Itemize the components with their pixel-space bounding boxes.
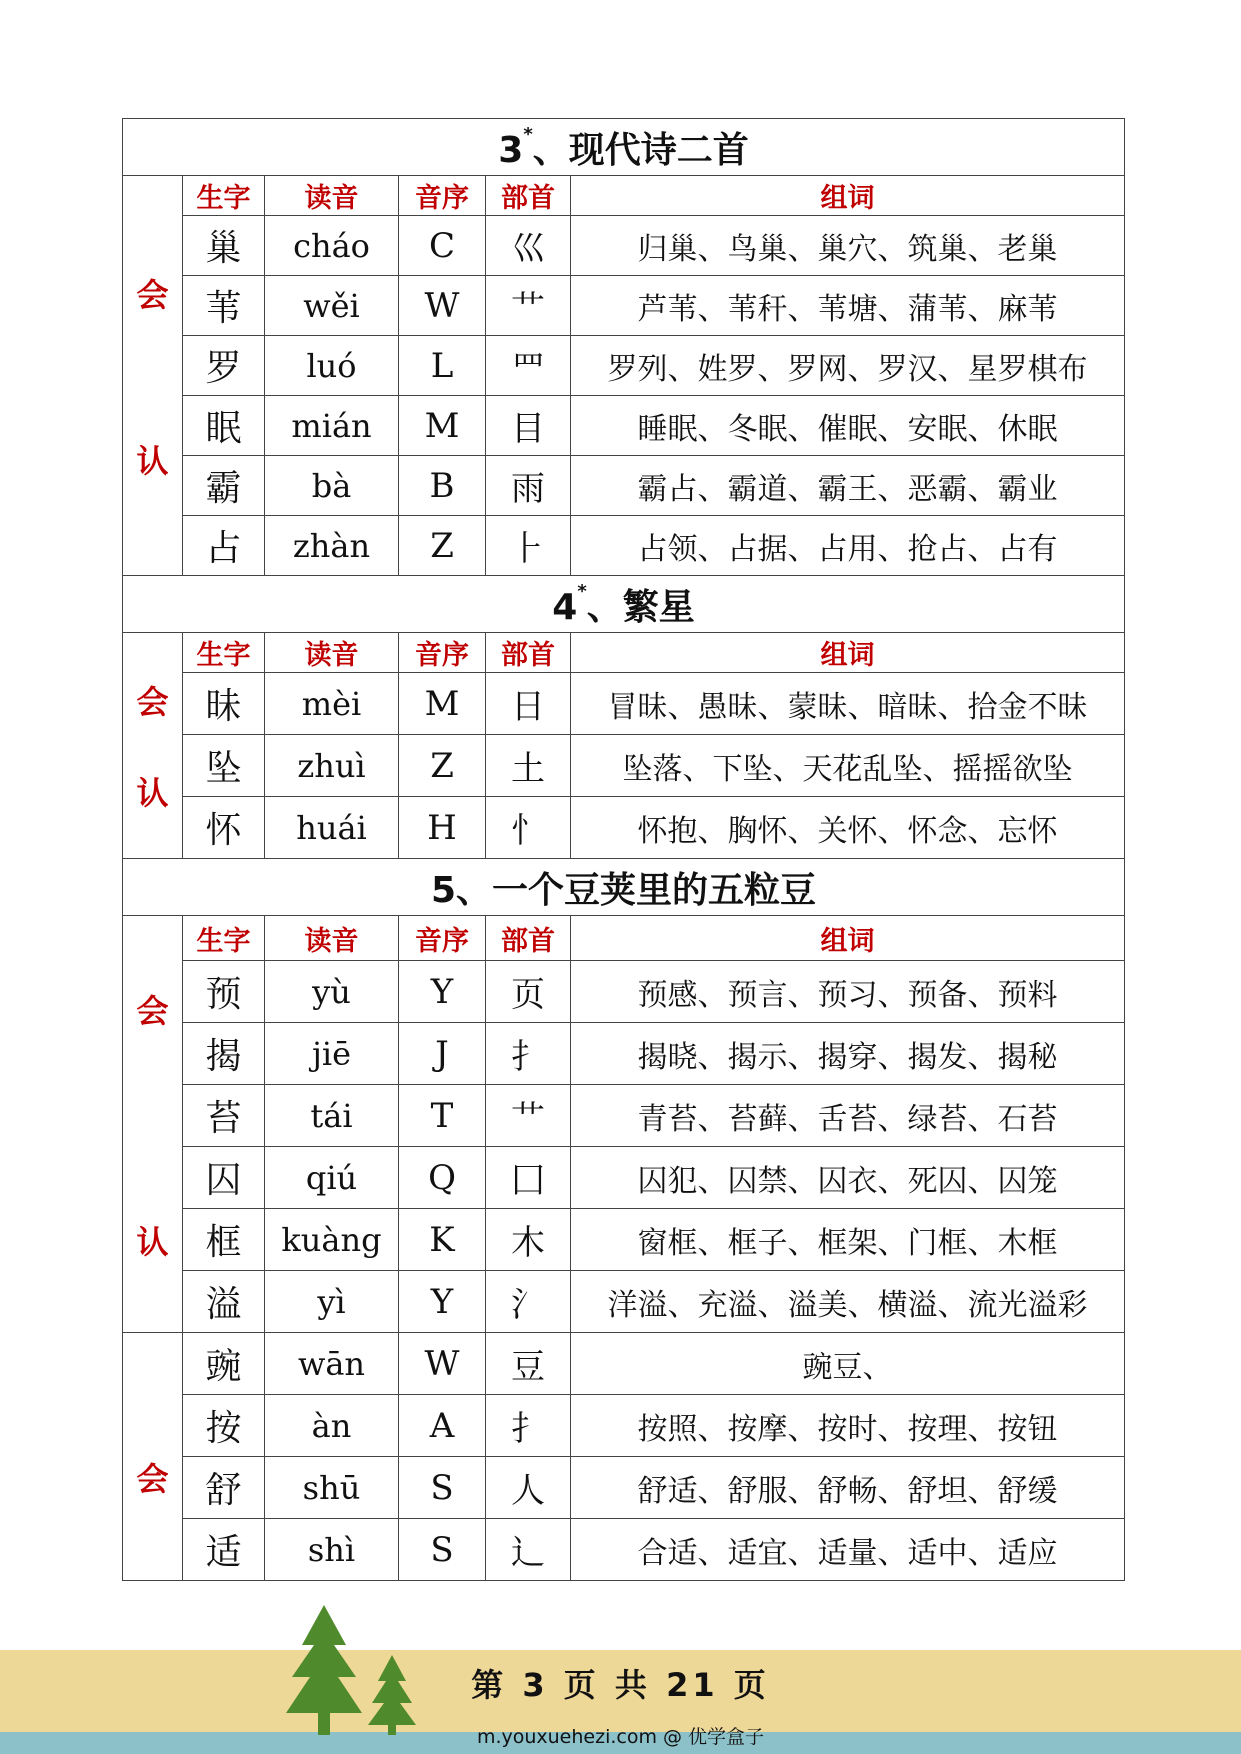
words-cell: 豌豆、 (571, 1333, 1125, 1395)
header-radical: 部首 (486, 633, 571, 673)
table-row (123, 1395, 1125, 1457)
pinyin-cell: cháo (265, 216, 399, 276)
pinyin-cell: jiē (265, 1023, 399, 1085)
order-cell: W (399, 1333, 486, 1395)
radical-cell: 目 (486, 396, 571, 456)
side-label-cell (123, 916, 183, 1333)
radical-cell: 扌 (486, 1023, 571, 1085)
radical-cell: 扌 (486, 1395, 571, 1457)
header-radical: 部首 (486, 916, 571, 961)
char-cell: 适 (183, 1519, 265, 1581)
table-row (123, 1023, 1125, 1085)
table-row (123, 735, 1125, 797)
radical-cell: 人 (486, 1457, 571, 1519)
words-cell: 归巢、鸟巢、巢穴、筑巢、老巢 (571, 216, 1125, 276)
char-cell: 按 (183, 1395, 265, 1457)
char-cell: 豌 (183, 1333, 265, 1395)
header-char: 生字 (183, 633, 265, 673)
radical-cell: 辶 (486, 1519, 571, 1581)
order-cell: Z (399, 516, 486, 576)
words-cell: 窗框、框子、框架、门框、木框 (571, 1209, 1125, 1271)
words-cell: 坠落、下坠、天花乱坠、摇摇欲坠 (571, 735, 1125, 797)
side-label-cell (123, 176, 183, 576)
side-label-cell (123, 1333, 183, 1581)
pinyin-cell: yì (265, 1271, 399, 1333)
section-title-row (123, 859, 1125, 916)
radical-cell: 罒 (486, 336, 571, 396)
char-cell: 囚 (183, 1147, 265, 1209)
words-cell: 按照、按摩、按时、按理、按钮 (571, 1395, 1125, 1457)
words-cell: 罗列、姓罗、罗网、罗汉、星罗棋布 (571, 336, 1125, 396)
pinyin-cell: mèi (265, 673, 399, 735)
order-cell: C (399, 216, 486, 276)
order-cell: M (399, 673, 486, 735)
radical-cell: 日 (486, 673, 571, 735)
table-row (123, 396, 1125, 456)
header-order: 音序 (399, 633, 486, 673)
header-pinyin: 读音 (265, 633, 399, 673)
char-cell: 昧 (183, 673, 265, 735)
char-cell: 罗 (183, 336, 265, 396)
header-words: 组词 (571, 916, 1125, 961)
words-cell: 霸占、霸道、霸王、恶霸、霸业 (571, 456, 1125, 516)
char-cell: 苔 (183, 1085, 265, 1147)
words-cell: 冒昧、愚昧、蒙昧、暗昧、拾金不昧 (571, 673, 1125, 735)
pinyin-cell: àn (265, 1395, 399, 1457)
table-row (123, 797, 1125, 859)
table-row (123, 456, 1125, 516)
table-row (123, 1519, 1125, 1581)
table-row (123, 1271, 1125, 1333)
words-cell: 青苔、苔藓、舌苔、绿苔、石苔 (571, 1085, 1125, 1147)
pinyin-cell: kuàng (265, 1209, 399, 1271)
char-cell: 占 (183, 516, 265, 576)
words-cell: 芦苇、苇秆、苇塘、蒲苇、麻苇 (571, 276, 1125, 336)
side-label-hui: 会 (136, 683, 169, 721)
side-label-ren: 认 (136, 441, 169, 480)
header-words: 组词 (571, 176, 1125, 216)
side-label-ren: 认 (136, 1222, 169, 1261)
pinyin-cell: luó (265, 336, 399, 396)
radical-cell: 艹 (486, 276, 571, 336)
table-row (123, 1147, 1125, 1209)
words-cell: 合适、适宜、适量、适中、适应 (571, 1519, 1125, 1581)
section-title: 5、一个豆荚里的五粒豆 (123, 859, 1125, 916)
pinyin-cell: tái (265, 1085, 399, 1147)
char-cell: 苇 (183, 276, 265, 336)
pinyin-cell: shì (265, 1519, 399, 1581)
radical-cell: 豆 (486, 1333, 571, 1395)
side-label-ren: 认 (136, 774, 169, 812)
radical-cell: ⺊ (486, 516, 571, 576)
pinyin-cell: mián (265, 396, 399, 456)
order-cell: S (399, 1457, 486, 1519)
table-row (123, 1209, 1125, 1271)
order-cell: Y (399, 1271, 486, 1333)
pinyin-cell: wěi (265, 276, 399, 336)
table-row (123, 673, 1125, 735)
radical-cell: 木 (486, 1209, 571, 1271)
table-row (123, 276, 1125, 336)
header-order: 音序 (399, 176, 486, 216)
order-cell: Z (399, 735, 486, 797)
words-cell: 囚犯、囚禁、囚衣、死囚、囚笼 (571, 1147, 1125, 1209)
pinyin-cell: bà (265, 456, 399, 516)
table-row (123, 516, 1125, 576)
order-cell: B (399, 456, 486, 516)
table-row (123, 1457, 1125, 1519)
char-cell: 揭 (183, 1023, 265, 1085)
header-pinyin: 读音 (265, 176, 399, 216)
table-row (123, 336, 1125, 396)
header-words: 组词 (571, 633, 1125, 673)
radical-cell: 土 (486, 735, 571, 797)
char-cell: 溢 (183, 1271, 265, 1333)
order-cell: A (399, 1395, 486, 1457)
char-cell: 眠 (183, 396, 265, 456)
char-cell: 舒 (183, 1457, 265, 1519)
vocabulary-table (122, 118, 1125, 1581)
pinyin-cell: qiú (265, 1147, 399, 1209)
order-cell: S (399, 1519, 486, 1581)
order-cell: M (399, 396, 486, 456)
order-cell: Q (399, 1147, 486, 1209)
side-label-hui: 会 (136, 991, 169, 1030)
radical-cell: 雨 (486, 456, 571, 516)
radical-cell: 艹 (486, 1085, 571, 1147)
site-footer-text: m.youxuehezi.com @ 优学盒子 (476, 1726, 765, 1748)
section-title: 3*、现代诗二首 (123, 119, 1125, 176)
order-cell: L (399, 336, 486, 396)
header-order: 音序 (399, 916, 486, 961)
pinyin-cell: yù (265, 961, 399, 1023)
order-cell: H (399, 797, 486, 859)
header-char: 生字 (183, 176, 265, 216)
char-cell: 怀 (183, 797, 265, 859)
radical-cell: 巛 (486, 216, 571, 276)
pinyin-cell: shū (265, 1457, 399, 1519)
section-title-row (123, 119, 1125, 176)
side-label-hui: 会 (136, 1459, 169, 1498)
radical-cell: 忄 (486, 797, 571, 859)
order-cell: K (399, 1209, 486, 1271)
section-title-row (123, 576, 1125, 633)
char-cell: 巢 (183, 216, 265, 276)
table-row (123, 961, 1125, 1023)
header-pinyin: 读音 (265, 916, 399, 961)
table-row (123, 216, 1125, 276)
radical-cell: 囗 (486, 1147, 571, 1209)
side-label-hui: 会 (136, 275, 169, 314)
char-cell: 预 (183, 961, 265, 1023)
words-cell: 占领、占据、占用、抢占、占有 (571, 516, 1125, 576)
char-cell: 坠 (183, 735, 265, 797)
radical-cell: 页 (486, 961, 571, 1023)
char-cell: 框 (183, 1209, 265, 1271)
header-char: 生字 (183, 916, 265, 961)
header-row (123, 633, 1125, 673)
radical-cell: 氵 (486, 1271, 571, 1333)
words-cell: 洋溢、充溢、溢美、横溢、流光溢彩 (571, 1271, 1125, 1333)
order-cell: T (399, 1085, 486, 1147)
page-number: 第 3 页 共 21 页 (471, 1666, 770, 1704)
char-cell: 霸 (183, 456, 265, 516)
words-cell: 预感、预言、预习、预备、预料 (571, 961, 1125, 1023)
header-radical: 部首 (486, 176, 571, 216)
words-cell: 怀抱、胸怀、关怀、怀念、忘怀 (571, 797, 1125, 859)
header-row (123, 916, 1125, 961)
side-label-cell (123, 633, 183, 859)
words-cell: 睡眠、冬眠、催眠、安眠、休眠 (571, 396, 1125, 456)
pinyin-cell: zhàn (265, 516, 399, 576)
table-row (123, 1333, 1125, 1395)
pinyin-cell: wān (265, 1333, 399, 1395)
order-cell: Y (399, 961, 486, 1023)
order-cell: W (399, 276, 486, 336)
order-cell: J (399, 1023, 486, 1085)
table-row (123, 1085, 1125, 1147)
words-cell: 揭晓、揭示、揭穿、揭发、揭秘 (571, 1023, 1125, 1085)
pinyin-cell: huái (265, 797, 399, 859)
section-title: 4*、繁星 (123, 576, 1125, 633)
pinyin-cell: zhuì (265, 735, 399, 797)
words-cell: 舒适、舒服、舒畅、舒坦、舒缓 (571, 1457, 1125, 1519)
header-row (123, 176, 1125, 216)
